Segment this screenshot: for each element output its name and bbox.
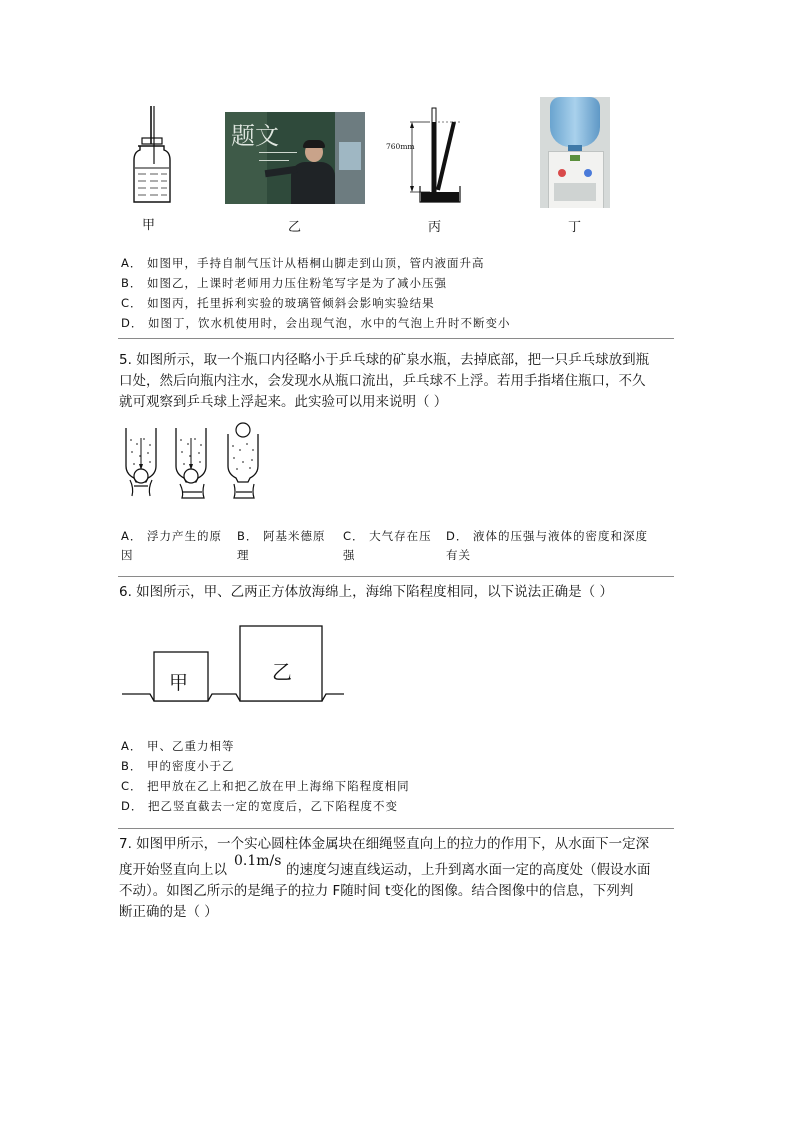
q5-stem-line-3: 就可观察到乒乓球上浮起来。此实验可以用来说明（ ） xyxy=(119,394,448,410)
q5-option-b-cont: 理 xyxy=(237,548,250,562)
q7-stem-line-1: 7. 如图甲所示，一个实心圆柱体金属块在细绳竖直向上的拉力的作用下，从水面下一定深 xyxy=(119,836,650,852)
q5-option-d: D． 液体的压强与液体的密度和深度 xyxy=(446,529,649,543)
q5-option-c-cont: 强 xyxy=(343,548,356,562)
divider-q5 xyxy=(118,338,674,339)
q5-bottle-diagram xyxy=(122,422,272,502)
q7-stem-line-3: 不动）。如图乙所示的是绳子的拉力 F随时间 t变化的图像。结合图像中的信息，下列判 xyxy=(119,883,634,899)
cube-yi-label: 乙 xyxy=(272,660,292,684)
board-writing: 题文 xyxy=(231,122,279,150)
q7-speed-value: 0.1m/s xyxy=(234,853,282,869)
q4-option-b: B． 如图乙，上课时老师用力压住粉笔写字是为了减小压强 xyxy=(121,276,448,290)
q5-option-c: C． 大气存在压 xyxy=(343,529,432,543)
figure-bing-torricelli xyxy=(392,106,464,208)
q5-option-b: B． 阿基米德原 xyxy=(237,529,326,543)
q7-stem-line-4: 断正确的是（ ） xyxy=(119,904,218,920)
q7-stem-line-2b: 的速度匀速直线运动，上升到离水面一定的高度处（假设水面 xyxy=(286,862,651,878)
cube-jia-label: 甲 xyxy=(169,672,189,694)
q7-stem-line-2a: 度开始竖直向上以 xyxy=(119,862,227,878)
q6-option-a: A． 甲、乙重力相等 xyxy=(121,739,235,753)
q6-sponge-diagram xyxy=(122,624,344,704)
q5-option-a: A． 浮力产生的原 xyxy=(121,529,223,543)
figure-label-yi: 乙 xyxy=(288,220,302,235)
q6-stem-line-1: 6. 如图所示，甲、乙两正方体放海绵上，海绵下陷程度相同，以下说法正确是（ ） xyxy=(119,584,613,600)
q5-stem-line-2: 口处，然后向瓶内注水，会发现水从瓶口流出，乒乓球不上浮。若用手指堵住瓶口，不久 xyxy=(119,373,646,389)
q6-option-c: C． 把甲放在乙上和把乙放在甲上海绵下陷程度相同 xyxy=(121,779,410,793)
q5-stem-line-1: 5. 如图所示，取一个瓶口内径略小于乒乓球的矿泉水瓶，去掉底部，把一只乒乓球放到瓶 xyxy=(119,352,650,368)
q4-option-d: D． 如图丁，饮水机使用时，会出现气泡，水中的气泡上升时不断变小 xyxy=(121,316,511,330)
q5-option-a-cont: 因 xyxy=(121,548,134,562)
figure-label-ding: 丁 xyxy=(568,220,582,235)
tube-measure-label: 760mm xyxy=(386,142,415,151)
figure-label-jia: 甲 xyxy=(142,218,156,233)
q6-option-b: B． 甲的密度小于乙 xyxy=(121,759,235,773)
figure-label-bing: 丙 xyxy=(428,220,442,235)
q6-option-d: D． 把乙竖直截去一定的宽度后，乙下陷程度不变 xyxy=(121,799,399,813)
figure-yi-teacher-photo xyxy=(225,112,365,204)
divider-q6 xyxy=(118,576,674,577)
q5-option-d-cont: 有关 xyxy=(446,548,471,562)
q4-option-a: A． 如图甲，手持自制气压计从梧桐山脚走到山顶，管内液面升高 xyxy=(121,256,485,270)
divider-q7 xyxy=(118,828,674,829)
figure-jia-barometer xyxy=(126,104,176,210)
figure-ding-dispenser-photo xyxy=(540,97,610,208)
q4-option-c: C． 如图丙，托里拆利实验的玻璃管倾斜会影响实验结果 xyxy=(121,296,435,310)
